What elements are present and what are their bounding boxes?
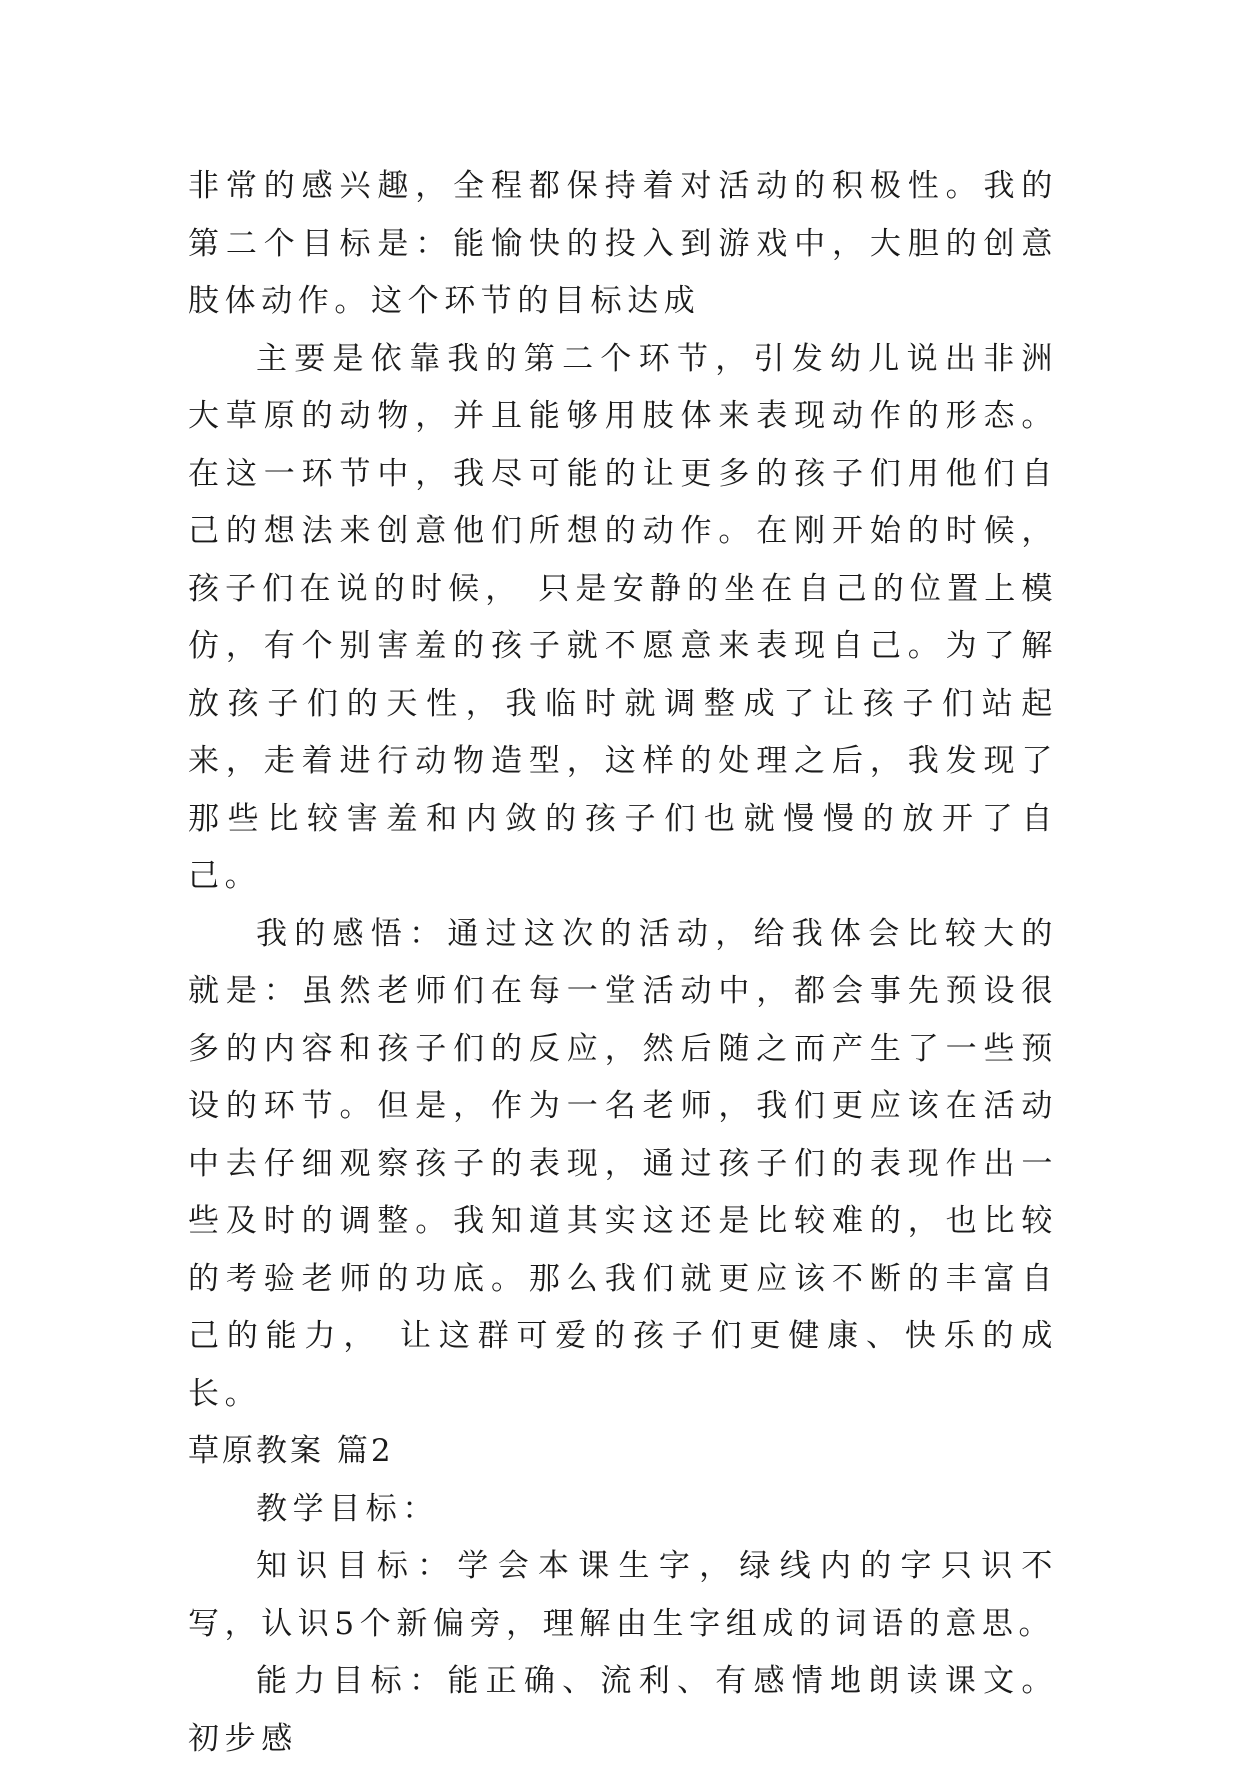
- paragraph-reflection: 我的感悟：通过这次的活动，给我体会比较大的就是：虽然老师们在每一堂活动中，都会事先预设很多的内容和孩子们的反应，然后随之而产生了一些预设的环节。但是，作为一名老师，我们更应该在活动中去仔细观察孩子的表现，通过孩子们的表现作出一些及时的调整。我知道其实这还是比较难的，也比较的考验老师的功底。那么我们就更应该不断的丰富自己的能力， 让这群可爱的孩子们更健康、快乐的成长。: [188, 915, 1058, 1412]
- paragraph-ability-goal: 能力目标：能正确、流利、有感情地朗读课文。初步感: [188, 1663, 1058, 1757]
- paragraph-knowledge-goal: 知识目标：学会本课生字，绿线内的字只识不写，认识5个新偏旁，理解由生字组成的词语的意思。: [188, 1548, 1058, 1642]
- document-body: [188, 158, 1058, 1768]
- paragraph-second-segment: 主要是依靠我的第二个环节，引发幼儿说出非洲大草原的动物，并且能够用肢体来表现动作的形态。在这一环节中，我尽可能的让更多的孩子们用他们自己的想法来创意他们所想的动作。在刚开始的时候，孩子们在说的时候， 只是安静的坐在自己的位置上模仿，有个别害羞的孩子就不愿意来表现自己。为了解放孩子们的天性，我临时就调整成了让孩子们站起来，走着进行动物造型，这样的处理之后，我发现了那些比较害羞和内敛的孩子们也就慢慢的放开了自己。: [188, 340, 1058, 894]
- paragraph-activity-interest: 非常的感兴趣，全程都保持着对活动的积极性。我的第二个目标是：能愉快的投入到游戏中，大胆的创意肢体动作。这个环节的目标达成: [188, 168, 1058, 319]
- paragraph-teaching-goals-label: 教学目标：: [256, 1490, 439, 1527]
- section-heading: 草原教案 篇2: [188, 1433, 394, 1469]
